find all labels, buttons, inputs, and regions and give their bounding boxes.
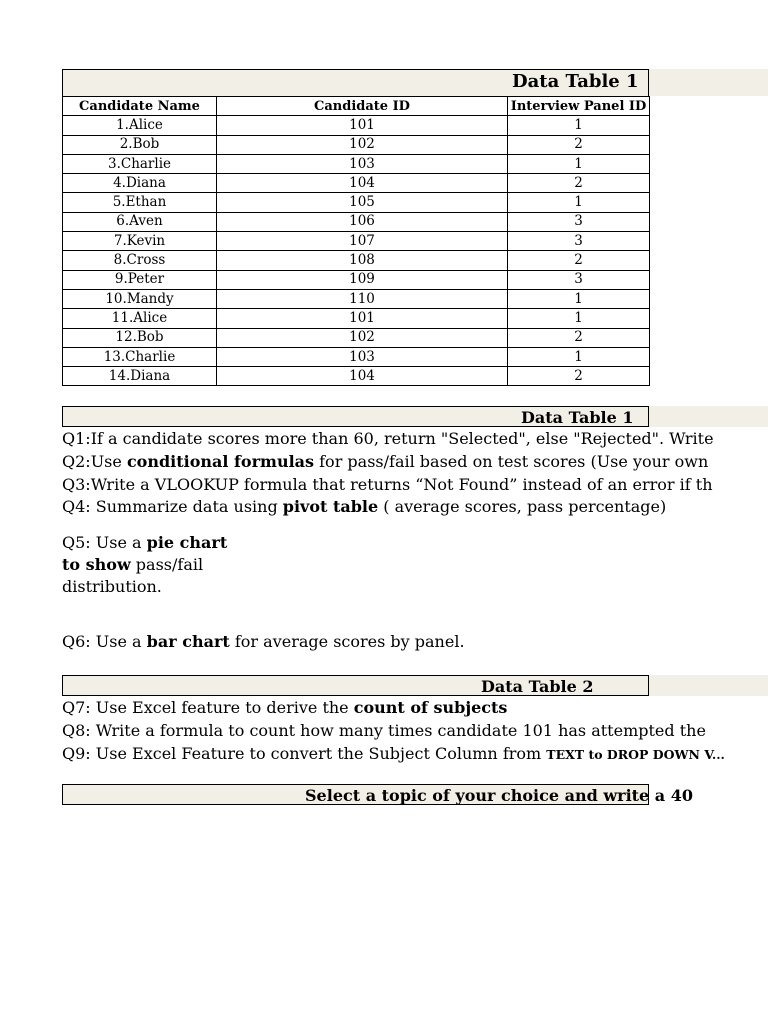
- cell-candidate-name[interactable]: 9.Peter: [63, 270, 217, 289]
- q2-bold: conditional formulas: [126, 452, 315, 471]
- cell-candidate-name[interactable]: 12.Bob: [63, 328, 217, 347]
- question-5[interactable]: [62, 532, 649, 598]
- table-row: [63, 328, 650, 347]
- header-interview-panel-id[interactable]: Interview Panel ID: [508, 97, 650, 116]
- cell-candidate-name[interactable]: 5.Ethan: [63, 193, 217, 212]
- q6-text: Q6: Use a: [62, 632, 147, 651]
- q9-caps: TEXT to DROP DOWN V...: [546, 747, 725, 762]
- cell-candidate-name[interactable]: 3.Charlie: [63, 154, 217, 173]
- section3-title: Select a topic of your choice and write a 40: [305, 786, 693, 805]
- cell-panel-id[interactable]: 1: [508, 193, 650, 212]
- cell-candidate-name[interactable]: 11.Alice: [63, 309, 217, 328]
- cell-panel-id[interactable]: 1: [508, 309, 650, 328]
- cell-candidate-name[interactable]: 13.Charlie: [63, 347, 217, 366]
- cell-candidate-name[interactable]: 7.Kevin: [63, 232, 217, 251]
- table1-title: Data Table 1: [512, 71, 639, 92]
- question-4[interactable]: [62, 496, 667, 518]
- question-8[interactable]: Q8: Write a formula to count how many times candidate 101 has attempted the: [62, 721, 706, 740]
- q6-text-rest: for average scores by panel.: [229, 632, 465, 651]
- q2-text: Q2:Use: [62, 452, 127, 471]
- header-candidate-name[interactable]: Candidate Name: [63, 97, 217, 116]
- cell-panel-id[interactable]: 1: [508, 154, 650, 173]
- cell-panel-id[interactable]: 2: [508, 174, 650, 193]
- table-row: [63, 116, 650, 135]
- table-row: [63, 289, 650, 308]
- section1-title-extension: [649, 406, 768, 427]
- section3-title-bar: [62, 784, 693, 805]
- section2-title: Data Table 2: [481, 677, 594, 696]
- q4-text-rest: ( average scores, pass percentage): [378, 497, 667, 516]
- cell-panel-id[interactable]: 1: [508, 347, 650, 366]
- q4-text: Q4: Summarize data using: [62, 497, 283, 516]
- cell-candidate-id[interactable]: 103: [217, 154, 508, 173]
- cell-panel-id[interactable]: 1: [508, 289, 650, 308]
- section2-title-bar: [62, 675, 649, 696]
- table-row: [63, 367, 650, 386]
- cell-candidate-id[interactable]: 104: [217, 174, 508, 193]
- q5-line-1: Q5: Use a pie chart: [62, 533, 228, 552]
- q5-line-3: distribution.: [62, 577, 162, 596]
- question-6[interactable]: [62, 631, 649, 653]
- cell-candidate-name[interactable]: 1.Alice: [63, 116, 217, 135]
- cell-candidate-id[interactable]: 105: [217, 193, 508, 212]
- cell-candidate-name[interactable]: 8.Cross: [63, 251, 217, 270]
- cell-candidate-id[interactable]: 102: [217, 328, 508, 347]
- cell-candidate-id[interactable]: 102: [217, 135, 508, 154]
- cell-candidate-name[interactable]: 6.Aven: [63, 212, 217, 231]
- q2-text-rest: for pass/fail based on test scores (Use your own: [314, 452, 709, 471]
- cell-candidate-id[interactable]: 101: [217, 116, 508, 135]
- candidate-table: [62, 96, 650, 386]
- q7-text: Q7: Use Excel feature to derive the: [62, 698, 354, 717]
- q6-bold: bar chart: [146, 632, 230, 651]
- table-row: [63, 154, 650, 173]
- cell-candidate-id[interactable]: 107: [217, 232, 508, 251]
- question-3[interactable]: Q3:Write a VLOOKUP formula that returns “Not Found” instead of an error if th: [62, 475, 713, 494]
- cell-candidate-name[interactable]: 14.Diana: [63, 367, 217, 386]
- section2-title-extension: [649, 675, 768, 696]
- cell-candidate-name[interactable]: 2.Bob: [63, 135, 217, 154]
- table1-title-extension: [649, 69, 768, 96]
- cell-candidate-id[interactable]: 109: [217, 270, 508, 289]
- question-2[interactable]: [62, 451, 709, 473]
- table-row: [63, 309, 650, 328]
- q7-bold: count of subjects: [353, 698, 508, 717]
- table1-title-bar: [62, 69, 649, 96]
- table-row: [63, 347, 650, 366]
- cell-panel-id[interactable]: 2: [508, 251, 650, 270]
- cell-candidate-id[interactable]: 101: [217, 309, 508, 328]
- table-row: [63, 270, 650, 289]
- cell-candidate-name[interactable]: 4.Diana: [63, 174, 217, 193]
- header-candidate-id[interactable]: Candidate ID: [217, 97, 508, 116]
- table-row: [63, 174, 650, 193]
- cell-candidate-id[interactable]: 103: [217, 347, 508, 366]
- section1-title-bar: [62, 406, 649, 427]
- question-9[interactable]: [62, 743, 725, 766]
- table-row: [63, 232, 650, 251]
- table-row: [63, 212, 650, 231]
- table-row: [63, 193, 650, 212]
- table-header-row: [63, 97, 650, 116]
- cell-candidate-id[interactable]: 110: [217, 289, 508, 308]
- q5-line-2: to show pass/fail: [62, 555, 204, 574]
- cell-candidate-id[interactable]: 106: [217, 212, 508, 231]
- cell-panel-id[interactable]: 2: [508, 328, 650, 347]
- cell-panel-id[interactable]: 1: [508, 116, 650, 135]
- cell-panel-id[interactable]: 3: [508, 270, 650, 289]
- table-row: [63, 135, 650, 154]
- cell-candidate-name[interactable]: 10.Mandy: [63, 289, 217, 308]
- question-7[interactable]: [62, 697, 649, 719]
- cell-candidate-id[interactable]: 104: [217, 367, 508, 386]
- table-row: [63, 251, 650, 270]
- cell-candidate-id[interactable]: 108: [217, 251, 508, 270]
- section1-title: Data Table 1: [521, 408, 634, 427]
- q9-text: Q9: Use Excel Feature to convert the Subject Column from: [62, 744, 547, 763]
- q4-bold: pivot table: [282, 497, 379, 516]
- cell-panel-id[interactable]: 3: [508, 232, 650, 251]
- cell-panel-id[interactable]: 3: [508, 212, 650, 231]
- question-1[interactable]: Q1:If a candidate scores more than 60, return "Selected", else "Rejected". Write: [62, 429, 714, 448]
- cell-panel-id[interactable]: 2: [508, 367, 650, 386]
- cell-panel-id[interactable]: 2: [508, 135, 650, 154]
